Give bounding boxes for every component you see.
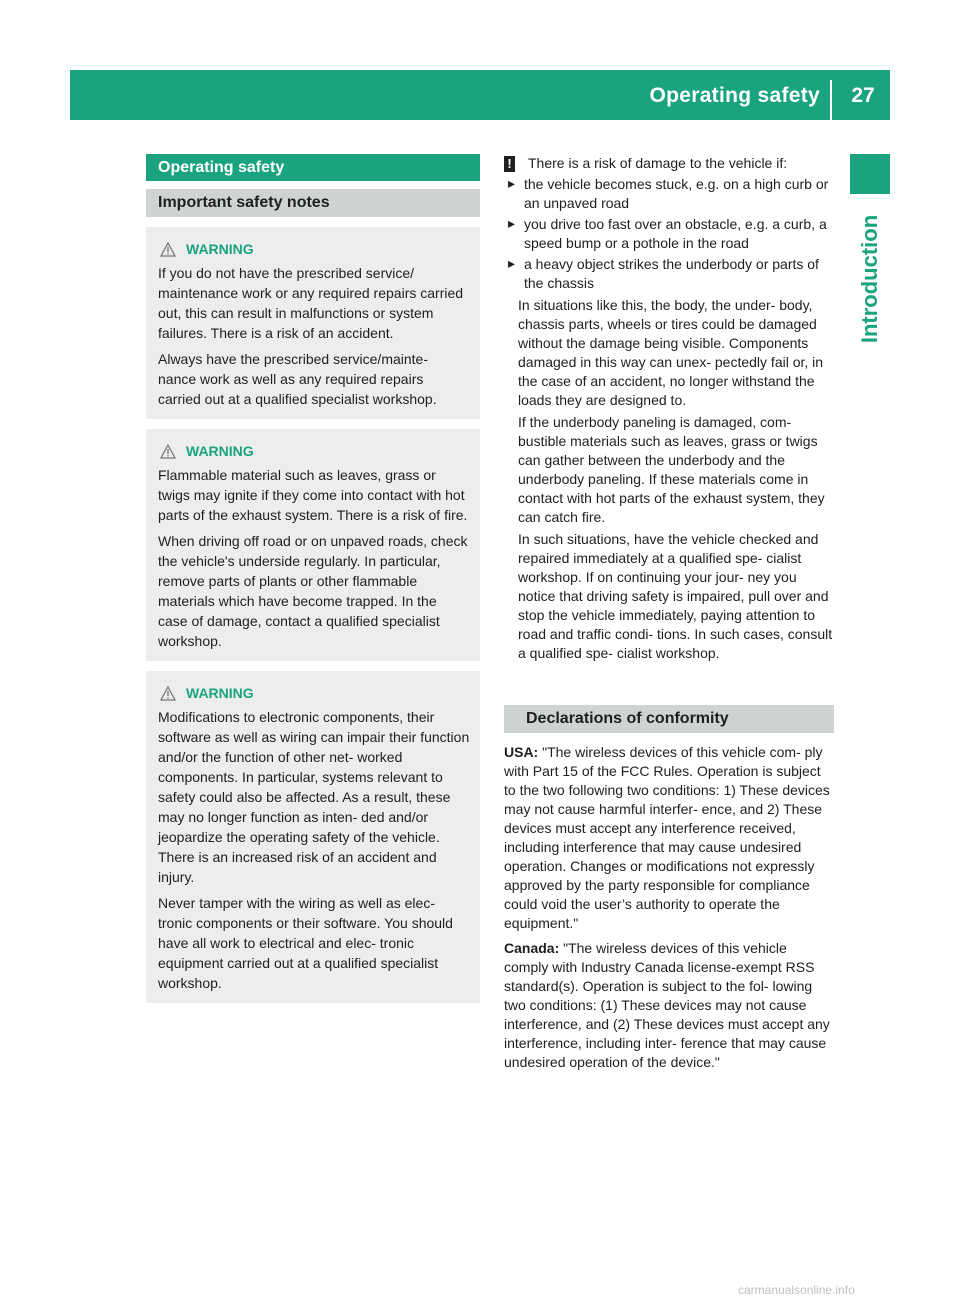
warning-box bbox=[146, 671, 480, 1003]
notice-intro: There is a risk of damage to the vehicle if: bbox=[528, 155, 788, 171]
section-title: Operating safety bbox=[146, 154, 480, 181]
declaration-text: "The wireless devices of this vehicle comply with Industry Canada license-exempt RSS standard(s). Operation is subject to the fol- lowing two conditions: (1) These devices may not cause interference, and (2) These devices must accept any interference, including inter- ference that may cause undesired operation of the device." bbox=[504, 940, 830, 1070]
declaration-text: "The wireless devices of this vehicle com- ply with Part 15 of the FCC Rules. Operation is subject to the two following two conditions: 1) These devices may not cause harmful interfer- ence, and 2) These devices must accept any interference received, including interference that may cause undesired operation. Changes or modifications not expressly approved by the party responsible for compliance could void the user’s authority to operate the equipment." bbox=[504, 744, 830, 931]
warning-header bbox=[160, 239, 470, 259]
warning-label: WARNING bbox=[186, 443, 254, 459]
warning-triangle-icon bbox=[160, 242, 176, 257]
warning-label: WARNING bbox=[186, 241, 254, 257]
header-separator bbox=[830, 80, 832, 120]
side-tab-label: Introduction bbox=[857, 214, 882, 344]
list-item: ▸ the vehicle becomes stuck, e.g. on a high curb or an unpaved road bbox=[524, 175, 834, 213]
left-column bbox=[146, 154, 480, 1003]
header-title: Operating safety bbox=[649, 84, 820, 107]
side-tab-marker bbox=[850, 154, 890, 194]
warning-text: Flammable material such as leaves, grass or twigs may ignite if they come into contact with hot parts of the exhaust system. There is a risk of fire. bbox=[158, 467, 468, 523]
warning-triangle-icon bbox=[160, 686, 176, 701]
notice-bullet-list bbox=[504, 175, 834, 293]
warning-text: When driving off road or on unpaved roads, check the vehicle's underside regularly. In particular, remove parts of plants or other flammable materials which have become trapped. In the case of damage, contact a qualified specialist workshop. bbox=[158, 533, 468, 649]
declaration-usa bbox=[504, 743, 834, 933]
warning-text: Always have the prescribed service/mainte- nance work as well as any required repairs carried out at a qualified specialist workshop. bbox=[158, 351, 437, 407]
right-column bbox=[504, 154, 834, 1078]
warning-triangle-icon bbox=[160, 444, 176, 459]
warning-text: Modifications to electronic components, their software as well as wiring can impair their function and/or the function of other net- worked components. In particular, systems relevant to safety could also be affected. As a result, these may no longer function as inten- ded and/or jeopardize the operating safety of the vehicle. There is an increased risk of an accident and injury. bbox=[158, 709, 470, 885]
warning-header bbox=[160, 441, 470, 461]
warning-box bbox=[146, 429, 480, 661]
declaration-canada bbox=[504, 939, 834, 1072]
notice-paragraph: In situations like this, the body, the under- body, chassis parts, wheels or tires could be damaged without the damage being visible. Components damaged in this way can unex- pectedly fail or, in the case of an accident, no longer withstand the loads they are designed to. bbox=[518, 297, 824, 408]
subsection-title: Important safety notes bbox=[146, 189, 480, 217]
notice-intro-row bbox=[504, 154, 834, 173]
list-item: ▸ a heavy object strikes the underbody or parts of the chassis bbox=[524, 255, 834, 293]
warning-box bbox=[146, 227, 480, 419]
warning-text: Never tamper with the wiring as well as elec- tronic components or their software. You should have all work to electrical and elec- tronic equipment carried out at a qualified specialist workshop. bbox=[158, 895, 453, 991]
declaration-label: Canada: bbox=[504, 940, 560, 956]
notice-paragraph: If the underbody paneling is damaged, com- bustible materials such as leaves, grass or twigs can gather between the underbody and the underbody paneling. If these materials come in contact with hot parts of the exhaust system, they can catch fire. bbox=[518, 414, 825, 525]
damage-notice bbox=[504, 154, 834, 663]
page-header-bar bbox=[70, 70, 890, 120]
list-item: ▸ you drive too fast over an obstacle, e.g. a curb, a speed bump or a pothole in the road bbox=[524, 215, 834, 253]
page-number: 27 bbox=[851, 84, 875, 107]
declarations-title: Declarations of conformity bbox=[504, 705, 834, 733]
declaration-label: USA: bbox=[504, 744, 539, 760]
watermark: carmanualsonline.info bbox=[738, 1283, 855, 1297]
side-tab bbox=[850, 204, 890, 354]
notice-paragraph: In such situations, have the vehicle checked and repaired immediately at a qualified spe- cialist workshop. If on continuing your jour- ney you notice that driving safety is impaired, pull over and stop the vehicle immediately, paying attention to road and traffic condi- tions. In such cases, consult a qualified spe- cialist workshop. bbox=[518, 531, 833, 661]
declarations-body bbox=[504, 743, 834, 1072]
exclamation-icon: ! bbox=[504, 156, 515, 172]
warning-label: WARNING bbox=[186, 685, 254, 701]
warning-header bbox=[160, 683, 470, 703]
warning-text: If you do not have the prescribed service/ maintenance work or any required repairs carried out, this can result in malfunctions or system failures. There is a risk of an accident. bbox=[158, 265, 464, 341]
